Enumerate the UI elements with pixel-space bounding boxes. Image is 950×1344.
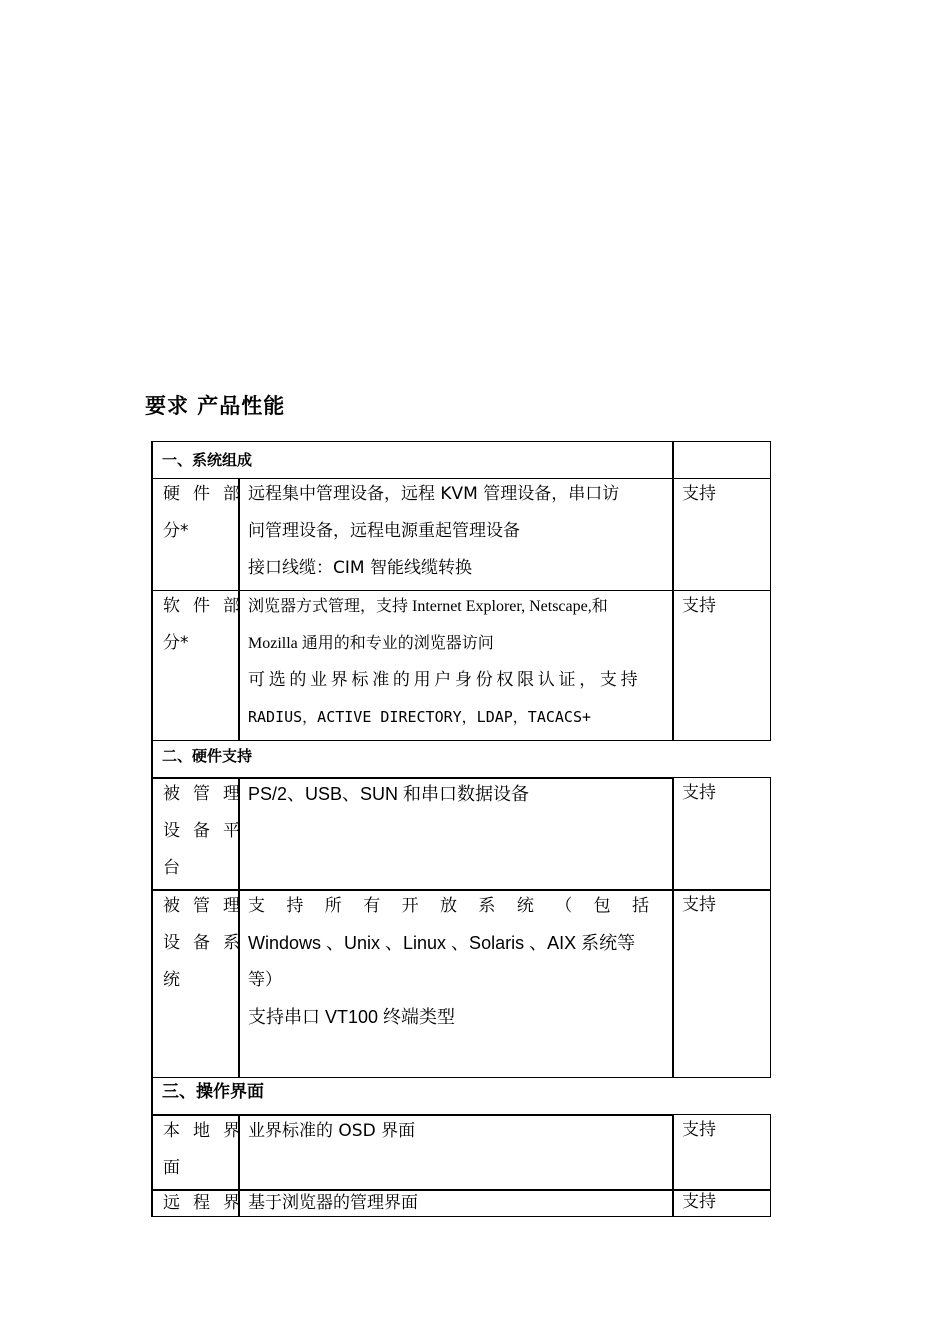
row-label-cell — [151, 478, 253, 591]
row-label: 台 — [163, 858, 180, 878]
desc-text: 基于浏览器的管理界面 — [248, 1193, 418, 1213]
section-header-cell — [151, 1076, 674, 1116]
row-desc-cell — [238, 1189, 674, 1217]
row-desc-cell — [238, 777, 674, 891]
desc-text: RADIUS，ACTIVE DIRECTORY，LDAP，TACACS+ — [248, 708, 592, 726]
desc-text: 问管理设备，远程电源重起管理设备 — [248, 521, 520, 541]
row-label: 统 — [163, 970, 180, 990]
status-cell — [672, 478, 771, 591]
desc-text: 支 持 所 有 开 放 系 统 （ 包 括 — [248, 896, 652, 916]
row-label-cell — [151, 889, 253, 1078]
status-text: 支持 — [682, 596, 716, 616]
row-desc-cell — [238, 1114, 674, 1191]
desc-text: 可选的业界标准的用户身份权限认证，支持 — [248, 670, 642, 690]
section-header-cell — [151, 441, 674, 479]
status-cell — [672, 889, 771, 1078]
desc-text: 业界标准的 OSD 界面 — [248, 1121, 416, 1141]
row-label: 设备系 — [163, 933, 253, 953]
desc-text: 等） — [248, 970, 282, 990]
section-header-cell — [151, 740, 674, 779]
desc-text: Windows 、Unix 、Linux 、Solaris 、AIX 系统等 — [248, 933, 636, 953]
status-text: 支持 — [682, 783, 716, 803]
row-label: 面 — [163, 1158, 180, 1178]
desc-text: PS/2、USB、SUN 和串口数据设备 — [248, 784, 530, 804]
row-desc-cell — [238, 478, 674, 591]
status-cell — [672, 777, 771, 891]
status-text: 支持 — [682, 1120, 716, 1140]
row-label-cell — [151, 1114, 253, 1191]
desc-text: 浏览器方式管理，支持 Internet Explorer, Netscape,和 — [248, 598, 608, 615]
page-title: 要求 产品性能 — [145, 394, 286, 418]
row-label-cell — [151, 590, 253, 741]
row-label-cell — [151, 1189, 253, 1217]
status-text: 支持 — [682, 484, 716, 504]
desc-text: 远程集中管理设备，远程 KVM 管理设备，串口访 — [248, 484, 620, 504]
row-label: 硬件部 — [163, 484, 253, 504]
status-text: 支持 — [682, 1192, 716, 1212]
status-cell — [672, 1114, 771, 1191]
row-label: 分* — [163, 633, 189, 653]
status-text: 支持 — [682, 895, 716, 915]
desc-text: 支持串口 VT100 终端类型 — [248, 1007, 456, 1027]
row-desc-cell — [238, 889, 674, 1078]
section-title: 一、系统组成 — [162, 451, 253, 469]
row-label: 本地界 — [163, 1121, 253, 1141]
status-cell — [672, 1189, 771, 1217]
row-label-cell — [151, 777, 253, 891]
row-label: 被管理 — [163, 896, 253, 916]
status-cell — [672, 590, 771, 741]
row-label: 设备平 — [163, 821, 253, 841]
row-label: 软件部 — [163, 596, 253, 616]
section-title: 二、硬件支持 — [162, 747, 253, 765]
row-label: 远程界 — [163, 1193, 253, 1213]
row-label: 被管理 — [163, 784, 253, 804]
section-title: 三、操作界面 — [162, 1082, 264, 1102]
status-cell — [672, 441, 771, 479]
desc-text: Mozilla 通用的和专业的浏览器访问 — [248, 635, 494, 652]
row-label: 分* — [163, 521, 189, 541]
desc-text: 接口线缆：CIM 智能线缆转换 — [248, 558, 472, 578]
row-desc-cell — [238, 590, 674, 741]
